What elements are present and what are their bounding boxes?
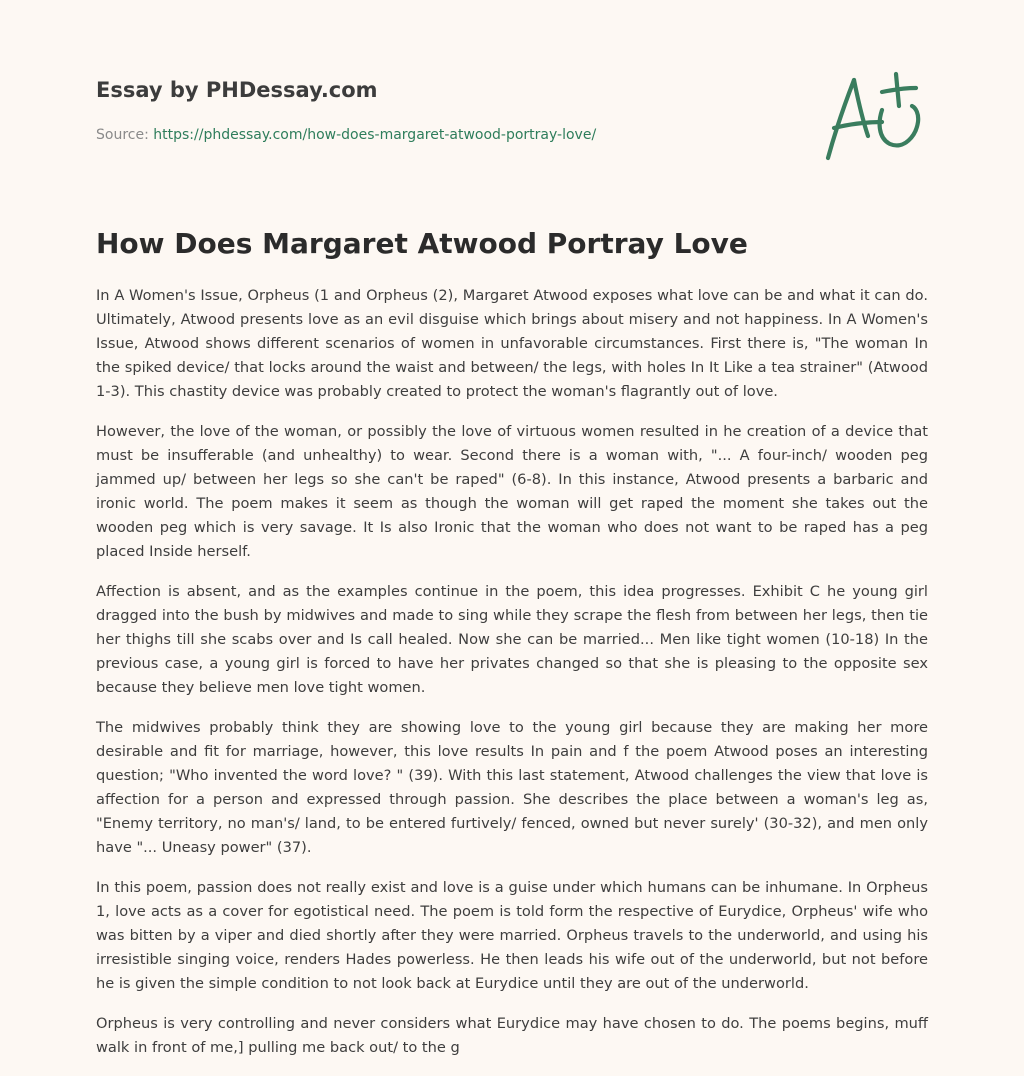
document-title: How Does Margaret Atwood Portray Love — [96, 227, 748, 260]
essay-paragraph: Affection is absent, and as the examples continue in the poem, this idea progresses. Exhibit C he young girl dragged into the bush by midwives and made to sing while they scrape the flesh from between her legs, then tie her thighs till she scabs over and Is call healed. Now she can be married... Men like tight women (10-18) In the previous case, a young girl is forced to have her privates changed so that she is pleasing to the opposite sex because they believe men love tight women. — [96, 583, 928, 696]
essay-paragraph: In A Women's Issue, Orpheus (1 and Orpheus (2), Margaret Atwood exposes what love can be and what it can do. Ultimately, Atwood presents love as an evil disguise which brings about misery and not happiness. In A Women's Issue, Atwood shows different scenarios of women in unfavorable circumstances. First there is, "The woman In the spiked device/ that locks around the waist and between/ the legs, with holes In It Like a tea strainer" (Atwood 1-3). This chastity device was probably created to protect the woman's flagrantly out of love. — [96, 287, 928, 400]
a-plus-logo-icon — [820, 66, 930, 166]
source-line — [96, 126, 796, 144]
a-plus-grade-logo — [820, 66, 930, 166]
essay-paragraph: However, the love of the woman, or possibly the love of virtuous women resulted in he creation of a device that must be insufferable (and unhealthy) to wear. Second there is a woman with, "... A four-inch/ wooden peg jammed up/ between her legs so she can't be raped" (6-8). In this instance, Atwood presents a barbaric and ironic world. The poem makes it seem as though the woman will get raped the moment she takes out the wooden peg which is very savage. It Is also Ironic that the woman who does not want to be raped has a peg placed Inside herself. — [96, 423, 928, 560]
essay-paragraph: The midwives probably think they are showing love to the young girl because they are making her more desirable and fit for marriage, however, this love results In pain and f the poem Atwood poses an interesting question; "Who invented the word love? " (39). With this last statement, Atwood challenges the view that love is affection for a person and expressed through passion. She describes the place between a woman's leg as, "Enemy territory, no man's/ land, to be entered furtively/ fenced, owned but never surely' (30-32), and men only have "... Uneasy power" (37). — [96, 719, 928, 856]
essay-body — [96, 284, 928, 1076]
essay-paragraph: Orpheus is very controlling and never considers what Eurydice may have chosen to do. The poems begins, muff walk in front of me,] pulling me back out/ to the g — [96, 1015, 928, 1056]
source-label: Source: — [96, 127, 154, 143]
essay-header — [96, 76, 796, 144]
essay-paragraph: In this poem, passion does not really exist and love is a guise under which humans can be inhumane. In Orpheus 1, love acts as a cover for egotistical need. The poem is told form the respective of Eurydice, Orpheus' wife who was bitten by a viper and died shortly after they were married. Orpheus travels to the underworld, and using his irresistible singing voice, renders Hades powerless. He then leads his wife out of the underworld, but not before he is given the simple condition to not look back at Eurydice until they are out of the underworld. — [96, 879, 928, 992]
site-title: Essay by PHDessay.com — [96, 78, 378, 102]
source-link[interactable]: https://phdessay.com/how-does-margaret-atwood-portray-love/ — [153, 127, 597, 143]
